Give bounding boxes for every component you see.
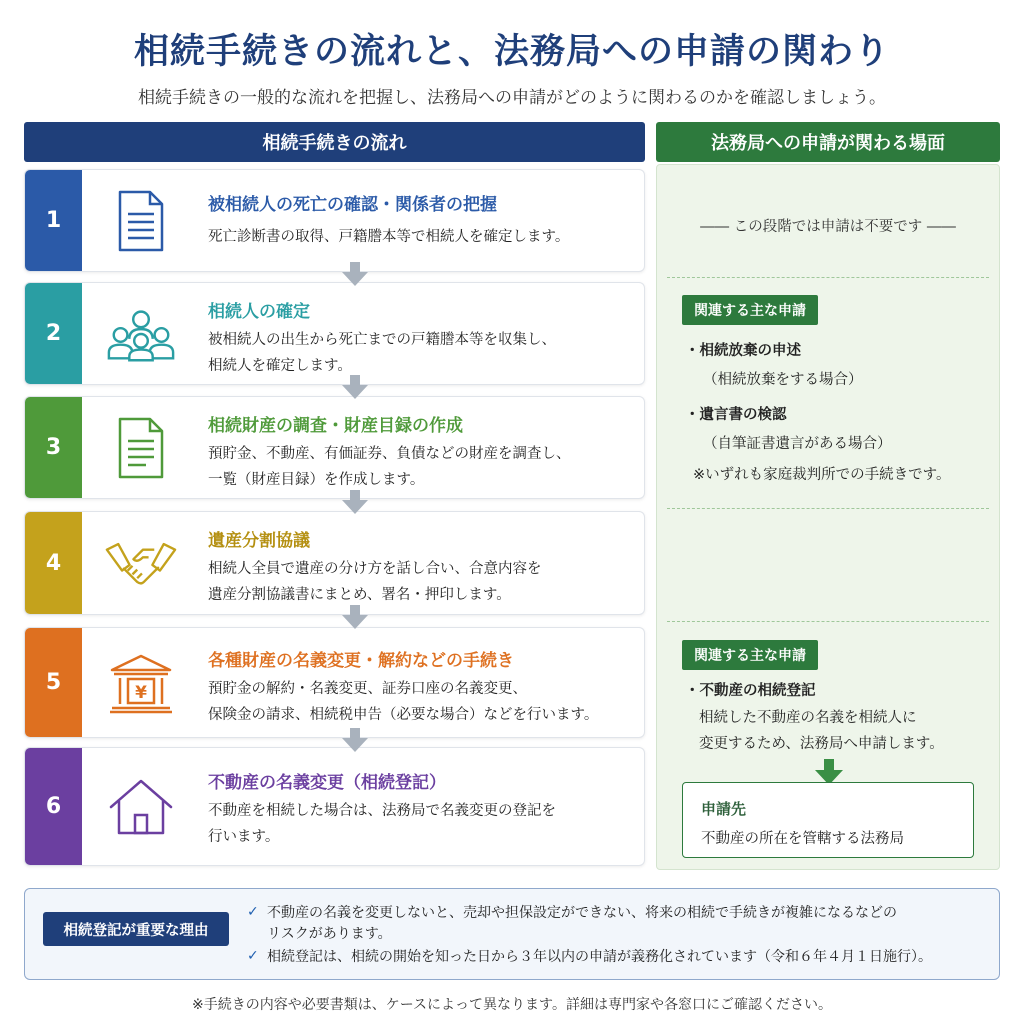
- step-number: 5: [25, 628, 82, 737]
- arrow-down-icon: [342, 262, 368, 286]
- step-5-card: [24, 627, 645, 738]
- step-6-card: [24, 747, 645, 866]
- divider: [667, 621, 989, 622]
- step-number: 6: [25, 748, 82, 865]
- page-subtitle: 相続手続きの一般的な流れを把握し、法務局への申請がどのように関わるのかを確認しましょう。: [138, 88, 886, 108]
- step-title: 相続財産の調査・財産目録の作成: [208, 416, 463, 436]
- step-title: 不動産の名義変更（相続登記）: [208, 773, 446, 793]
- step-title: 各種財産の名義変更・解約などの手続き: [208, 651, 514, 671]
- bank-icon: [105, 647, 177, 719]
- step-number: 1: [25, 170, 82, 271]
- step-description: 被相続人の出生から死亡までの戸籍謄本等を収集し、: [208, 332, 556, 348]
- step-description: 行います。: [208, 829, 280, 845]
- no-application-note: ―― この段階では申請は不要です ――: [700, 219, 956, 235]
- step-1-card: [24, 169, 645, 272]
- check-icon: ✓: [247, 948, 259, 964]
- application-item-title: ・不動産の相続登記: [685, 683, 816, 699]
- check-icon: ✓: [247, 904, 259, 920]
- related-application-badge: 関連する主な申請: [682, 295, 818, 325]
- step-3-card: [24, 396, 645, 499]
- step-description: 死亡診断書の取得、戸籍謄本等で相続人を確定します。: [208, 229, 570, 245]
- step-description: 保険金の請求、相続税申告（必要な場合）などを行います。: [208, 707, 599, 723]
- house-icon: [105, 771, 177, 843]
- arrow-down-icon: [342, 605, 368, 629]
- flow-header: 相続手続きの流れ: [24, 122, 645, 162]
- application-item-description: 変更するため、法務局へ申請します。: [699, 736, 944, 752]
- footnote: ※手続きの内容や必要書類は、ケースによって異なります。詳細は専門家や各窓口にご確認ください。: [192, 997, 832, 1013]
- step-description: 預貯金の解約・名義変更、証券口座の名義変更、: [208, 681, 527, 697]
- step-description: 預貯金、不動産、有価証券、負債などの財産を調査し、: [208, 446, 571, 462]
- application-item-description: 相続した不動産の名義を相続人に: [699, 710, 917, 726]
- people-icon: [105, 298, 177, 370]
- list-icon: [105, 412, 177, 484]
- handshake-icon: [105, 527, 177, 599]
- step-2-card: [24, 282, 645, 385]
- application-header: 法務局への申請が関わる場面: [656, 122, 1000, 162]
- step-number: 2: [25, 283, 82, 384]
- reason-text: 相続登記は、相続の開始を知った日から３年以内の申請が義務化されています（令和６年４月１日施行）。: [267, 949, 932, 965]
- reason-text: 不動産の名義を変更しないと、売却や担保設定ができない、将来の相続で手続きが複雑になるなどの: [267, 905, 897, 921]
- application-item-title: ・遺言書の検認: [685, 407, 787, 423]
- document-icon: [105, 185, 177, 257]
- step-description: 不動産を相続した場合は、法務局で名義変更の登記を: [208, 803, 556, 819]
- arrow-down-icon: [342, 490, 368, 514]
- related-application-badge: 関連する主な申請: [682, 640, 818, 670]
- destination-description: 不動産の所在を管轄する法務局: [701, 831, 904, 847]
- step-description: 相続人全員で遺産の分け方を話し合い、合意内容を: [208, 561, 542, 577]
- reasons-box: [24, 888, 1000, 980]
- arrow-down-icon: [342, 728, 368, 752]
- application-item-note: （相続放棄をする場合）: [703, 372, 863, 388]
- step-number: 4: [25, 512, 82, 614]
- step-4-card: [24, 511, 645, 615]
- step-description: 遺産分割協議書にまとめ、署名・押印します。: [208, 587, 511, 603]
- reason-text: リスクがあります。: [267, 926, 392, 942]
- step-description: 相続人を確定します。: [208, 358, 352, 374]
- reasons-badge: 相続登記が重要な理由: [43, 912, 229, 946]
- application-panel: [656, 164, 1000, 870]
- application-item-title: ・相続放棄の申述: [685, 343, 801, 359]
- application-item-note: （自筆証書遺言がある場合）: [703, 436, 892, 452]
- arrow-down-icon: [342, 375, 368, 399]
- divider: [667, 277, 989, 278]
- step-title: 被相続人の死亡の確認・関係者の把握: [208, 195, 497, 215]
- court-note: ※いずれも家庭裁判所での手続きです。: [693, 467, 951, 483]
- destination-box: [682, 782, 974, 858]
- divider: [667, 508, 989, 509]
- step-title: 遺産分割協議: [208, 531, 310, 551]
- step-title: 相続人の確定: [208, 302, 310, 322]
- destination-title: 申請先: [701, 800, 747, 818]
- step-number: 3: [25, 397, 82, 498]
- page-title: 相続手続きの流れと、法務局への申請の関わり: [133, 32, 890, 72]
- step-description: 一覧（財産目録）を作成します。: [208, 472, 425, 488]
- svg-text:¥: ¥: [135, 682, 147, 703]
